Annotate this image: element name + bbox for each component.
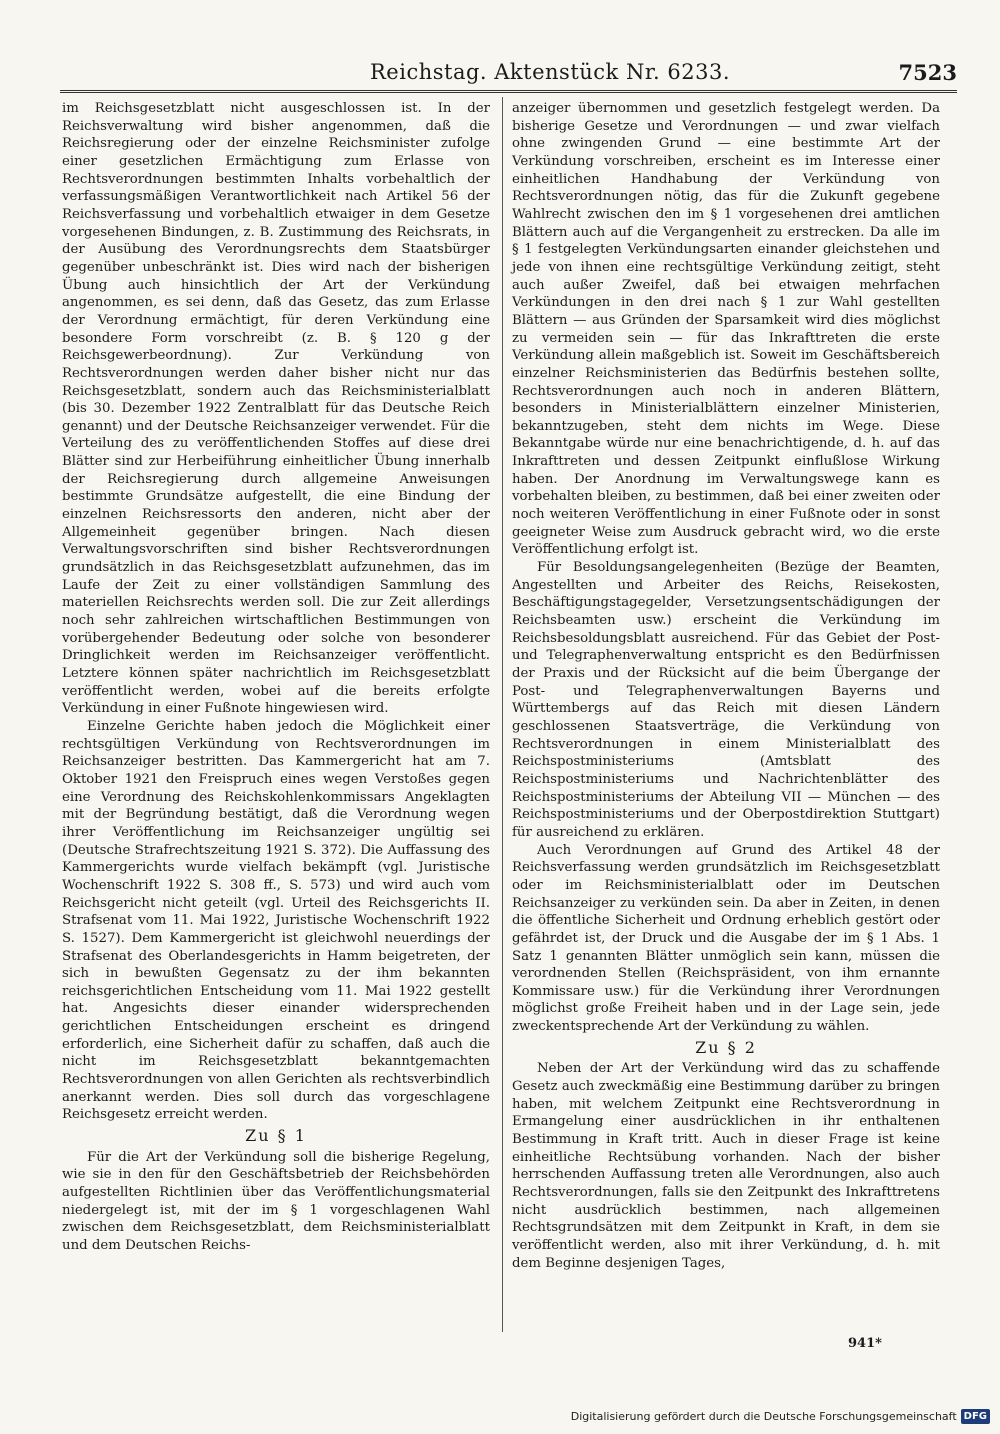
paragraph: Für die Art der Verkündung soll die bisherige Regelung, wie sie in den für den Geschäftsbetrieb der Reichsbehörden aufgestellten Richtlinien über das Veröffentlichungsmaterial niedergelegt ist, mit der im § 1 vorgeschlagenen Wahl zwischen dem Reichsgesetzblatt, dem Reichsministerialblatt und dem Deutschen Reichs- [62, 1149, 490, 1253]
header-title: Reichstag. Aktenstück Nr. 6233. [370, 60, 731, 84]
footer [571, 1409, 990, 1424]
paragraph: Einzelne Gerichte haben jedoch die Möglichkeit einer rechtsgültigen Verkündung von Rechtsverordnungen im Reichsanzeiger bestritten. Das Kammergericht hat am 7. Oktober 1921 den Freispruch eines wegen Verstoßes gegen eine Verordnung des Reichskohlenkommissars Angeklagten mit der Begründung bestätigt, daß die Verordnung wegen ihrer Veröffentlichung im Reichsanzeiger ungültig sei (Deutsche Strafrechtszeitung 1921 S. 372). Die Auffassung des Kammergerichts wurde vielfach bekämpft (vgl. Juristische Wochenschrift 1922 S. 308 ff., S. 573) und wird auch vom Reichsgericht nicht geteilt (vgl. Urteil des Reichsgerichts II. Strafsenat vom 11. Mai 1922, Juristische Wochenschrift 1922 S. 1527). Dem Kammergericht ist gleichwohl neuerdings der Strafsenat des Oberlandesgerichts in Hamm beigetreten, der sich in bewußten Gegensatz zu der ihm bekannten reichsgerichtlichen Entscheidung vom 11. Mai 1922 gestellt hat. Angesichts dieser einander widersprechenden gerichtlichen Entscheidungen erscheint es dringend erforderlich, eine Sicherheit dafür zu schaffen, daß auch die nicht im Reichsgesetzblatt bekanntgemachten Rechtsverordnungen von allen Gerichten als rechtsverbindlich anerkannt werden. Dies soll durch das vorgeschlagene Reichsgesetz erreicht werden. [62, 718, 490, 1123]
right-column [512, 100, 940, 1272]
paragraph: im Reichsgesetzblatt nicht ausgeschlossen ist. In der Reichsverwaltung wird bisher angenommen, daß die Reichsregierung oder der einzelne Reichsminister zufolge einer gesetzlichen Ermächtigung zum Erlasse von Rechtsverordnungen bestimmten Inhalts vorbehaltlich der verfassungsmäßigen Verantwortlichkeit nach Artikel 56 der Reichsverfassung und vorbehaltlich etwaiger in dem Gesetze vorgesehenen Bindungen, z. B. Zustimmung des Reichsrats, in der Ausübung des Verordnungsrechts dem Staatsbürger gegenüber unbeschränkt ist. Dies wird nach der bisherigen Übung auch hinsichtlich der Art der Verkündung angenommen, es sei denn, daß das Gesetz, das zum Erlasse der Verordnung ermächtigt, für deren Verkündung eine besondere Form vorschreibt (z. B. § 120 g der Reichsgewerbeordnung). Zur Verkündung von Rechtsverordnungen werden daher bisher nicht nur das Reichsgesetzblatt, sondern auch das Reichsministerialblatt (bis 30. Dezember 1922 Zentralblatt für das Deutsche Reich genannt) und der Deutsche Reichsanzeiger verwendet. Für die Verteilung des zu veröffentlichenden Stoffes auf diese drei Blätter sind zur Herbeiführung einheitlicher Übung innerhalb der Reichsregierung durch allgemeine Anweisungen bestimmte Grundsätze aufgestellt, die eine Bindung der einzelnen Reichsressorts den anderen, nicht aber der Allgemeinheit gegenüber bringen. Nach diesen Verwaltungsvorschriften sind bisher Rechtsverordnungen grundsätzlich in das Reichsgesetzblatt aufzunehmen, das im Laufe der Zeit zu einer vollständigen Sammlung des materiellen Reichsrechts werden soll. Die zur Zeit allerdings noch sehr zahlreichen wirtschaftlichen Bestimmungen von vorübergehender Bedeutung oder solche von besonderer Dringlichkeit werden im Reichsanzeiger veröffentlicht. Letztere können später nachrichtlich im Reichsgesetzblatt veröffentlicht werden, wobei auf die bereits erfolgte Verkündung in einer Fußnote hingewiesen wird. [62, 101, 490, 717]
page-header [60, 58, 957, 88]
paragraph: anzeiger übernommen und gesetzlich festgelegt werden. Da bisherige Gesetze und Verordnungen — und zwar vielfach ohne zwingenden Grund — eine bestimmte Art der Verkündung vorschreiben, erscheint es im Interesse einer einheitlichen Handhabung der Verkündung von Rechtsverordnungen nötig, das für die Zukunft gegebene Wahlrecht zwischen den im § 1 vorgesehenen drei amtlichen Blättern auch auf die Vergangenheit zu erstrecken. Da alle im § 1 festgelegten Verkündungsarten einander gleichstehen und jede von ihnen eine rechtsgültige Verkündung zeitigt, steht auch außer Zweifel, daß bei etwaigen mehrfachen Verkündungen in den drei nach § 1 zur Wahl gestellten Blättern — aus Gründen der Sparsamkeit wird dies möglichst zu vermeiden sein — für das Inkrafttreten die erste Verkündung allein maßgeblich ist. Soweit im Geschäftsbereich einzelner Reichsministerien das Bedürfnis bestehen sollte, Rechtsverordnungen auch noch in anderen Blättern, besonders in Ministerialblättern einzelner Ministerien, bekanntzugeben, steht dem nichts im Wege. Diese Bekanntgabe würde nur eine benachrichtigende, d. h. auf das Inkrafttreten und dessen Zeitpunkt einflußlose Wirkung haben. Der Anordnung im Verwaltungswege kann es vorbehalten bleiben, zu bestimmen, daß bei einer zweiten oder noch weiteren Veröffentlichung in einer Fußnote oder in sonst geeigneter Weise zum Ausdruck gebracht wird, wo die erste Veröffentlichung erfolgt ist. [512, 101, 940, 558]
dfg-logo: DFG [961, 1409, 990, 1424]
column-divider [502, 97, 503, 1332]
paragraph: Neben der Art der Verkündung wird das zu schaffende Gesetz auch zweckmäßig eine Bestimmung darüber zu bringen haben, mit welchem Zeitpunkt eine Rechtsverordnung in Ermangelung einer ausdrücklichen in ihr enthaltenen Bestimmung in Kraft tritt. Auch in dieser Frage ist keine einheitliche Rechtsübung vorhanden. Nach der bisher herrschenden Auffassung treten alle Verordnungen, also auch Rechtsverordnungen, falls sie den Zeitpunkt des Inkrafttretens nicht ausdrücklich bestimmen, nach allgemeinen Rechtsgrundsätzen mit dem Zeitpunkt in Kraft, in dem sie veröffentlicht werden, also mit ihrer Verkündung, d. h. mit dem Beginne desjenigen Tages, [512, 1061, 940, 1271]
left-column [62, 100, 490, 1255]
header-rule [60, 90, 957, 93]
section-heading: Zu § 2 [695, 1037, 757, 1057]
paragraph: Auch Verordnungen auf Grund des Artikel 48 der Reichsverfassung werden grundsätzlich im Reichsgesetzblatt oder im Reichsministerialblatt oder im Deutschen Reichsanzeiger zu verkünden sein. Da aber in Zeiten, in denen die öffentliche Sicherheit und Ordnung erheblich gestört oder gefährdet ist, der Druck und die Ausgabe der im § 1 Abs. 1 Satz 1 genannten Blätter unmöglich sein kann, müssen die verordnenden Stellen (Reichspräsident, von ihm ernannte Kommissare usw.) für die Verkündung ihrer Verordnungen möglichst große Freiheit haben und in der Lage sein, jede zweckentsprechende Art der Verkündung zu wählen. [512, 842, 940, 1035]
section-heading: Zu § 1 [245, 1126, 307, 1146]
paragraph: Für Besoldungsangelegenheiten (Bezüge der Beamten, Angestellten und Arbeiter des Reichs, Reisekosten, Beschäftigungstagegelder, Versetzungsentschädigungen der Reichsbeamten usw.) erscheint die Verkündung im Reichsbesoldungsblatt ausreichend. Für das Gebiet der Post- und Telegraphenverwaltung entspricht es den Bedürfnissen der Praxis und der Rücksicht auf die beim Übergange der Post- und Telegraphenverwaltungen Bayerns und Württembergs auf das Reich mit diesen Ländern geschlossenen Staatsverträge, die Verkündung von Rechtsverordnungen in einem Ministerialblatt des Reichspostministeriums (Amtsblatt des Reichspostministeriums und Nachrichtenblätter des Reichspostministeriums der Abteilung VII — München — des Reichspostministeriums und der Oberpostdirektion Stuttgart) für ausreichend zu erklären. [512, 560, 940, 840]
signature-mark: 941* [848, 1336, 882, 1351]
page-number: 7523 [898, 60, 957, 85]
footer-text: Digitalisierung gefördert durch die Deutsche Forschungsgemeinschaft [570, 1410, 957, 1423]
